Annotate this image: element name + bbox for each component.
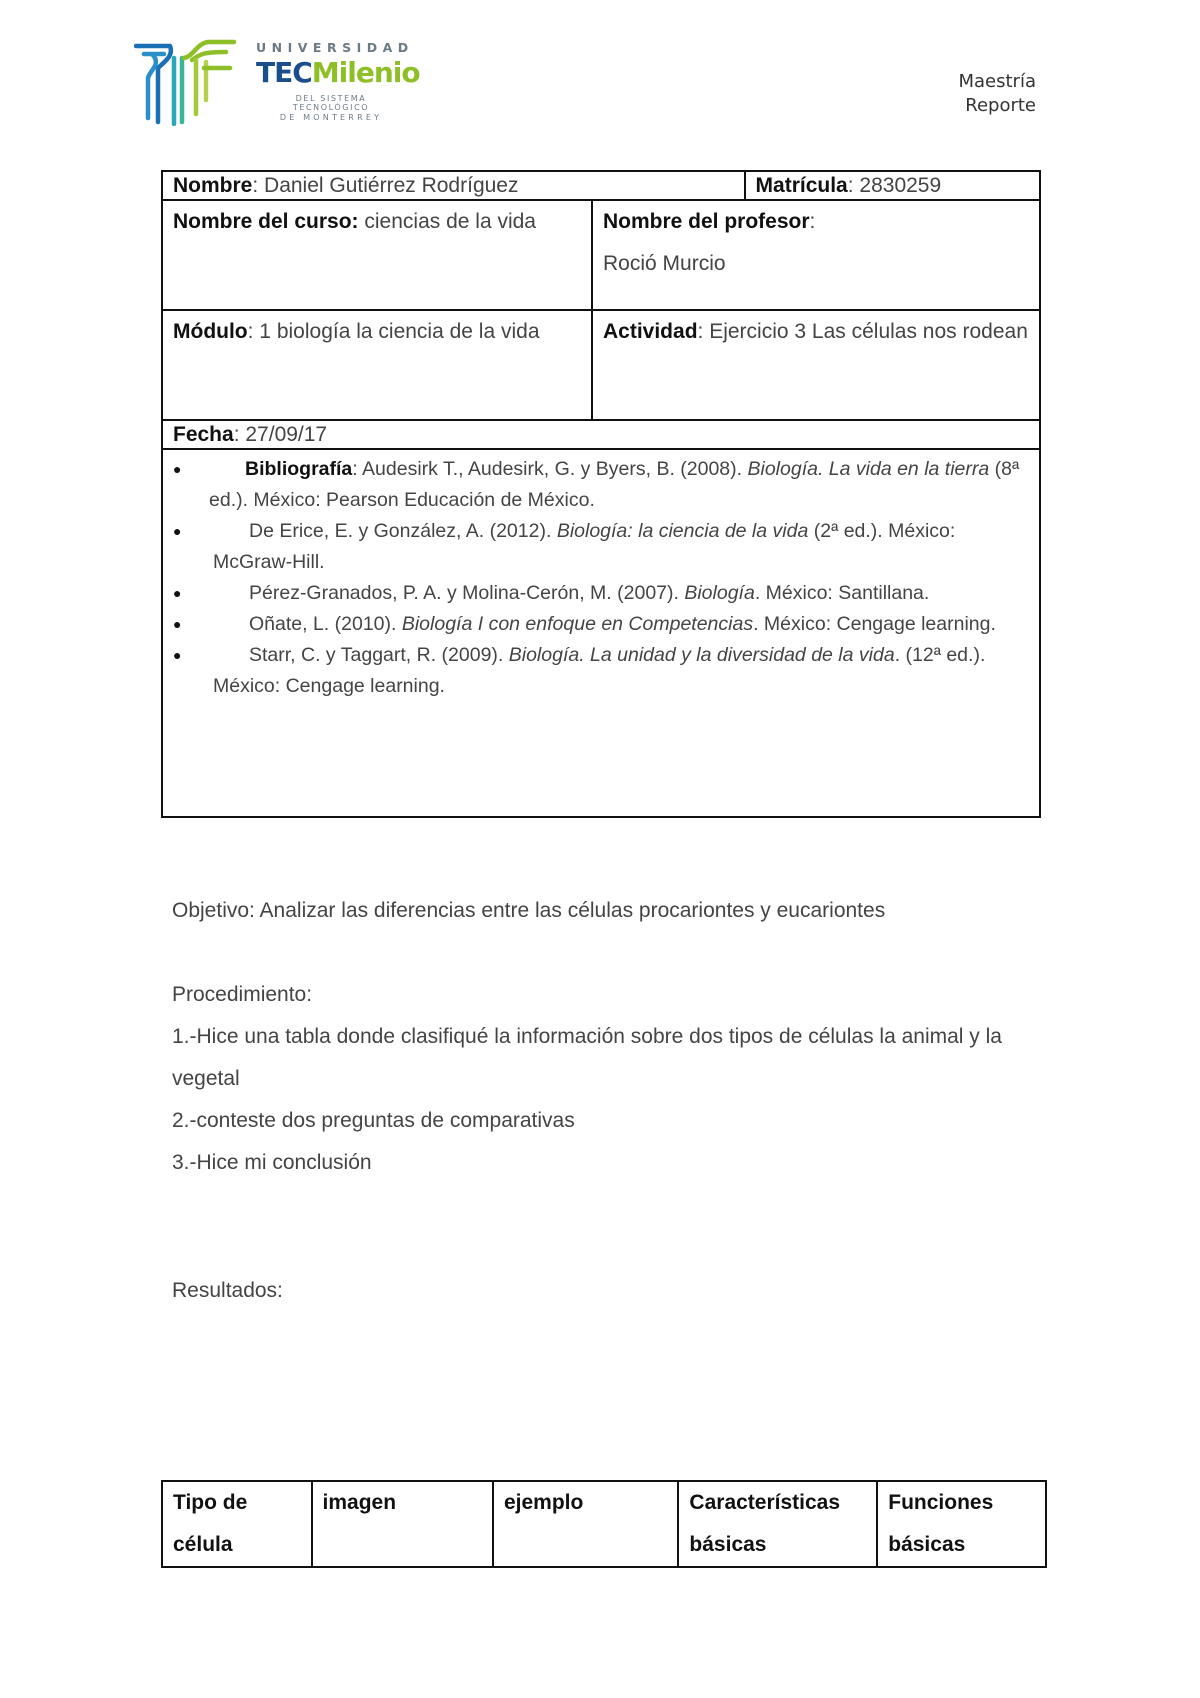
logo-brand [256,56,420,90]
objective-paragraph: Objetivo: Analizar las diferencias entre las células procariontes y eucariontes [172,899,886,922]
bib-3-text-a: Pérez-Granados, P. A. y Molina-Cerón, M. (2007). [249,582,685,604]
professor-colon: : [809,210,816,233]
bibliography-item [173,609,1029,640]
name-value: : Daniel Gutiérrez Rodríguez [252,174,519,197]
info-row-module [162,310,1040,420]
course-value: ciencias de la vida [358,210,536,233]
col-header-cell-type: Tipo de célula [162,1481,312,1567]
header-maestria: Maestría [958,71,1036,92]
procedure-section [172,974,1032,1184]
bullet-icon: ● [173,616,182,632]
header-reporte: Reporte [965,95,1036,116]
procedure-step-1: 1.-Hice una tabla donde clasifiqué la información sobre dos tipos de células la animal y la vegetal [172,1025,1002,1090]
course-label: Nombre del curso: [173,210,359,233]
bib-2-text-b: (2ª ed.). México: McGraw-Hill. [213,520,956,573]
logo-brand-milenio: Milenio [311,56,420,89]
bib-1-text-b: (8ª ed.). México: Pearson Educación de México. [209,458,1020,511]
activity-cell [592,310,1040,420]
bibliography-item [173,516,1029,578]
bib-2-text-a: De Erice, E. y González, A. (2012). [249,520,557,542]
cell-types-table [161,1480,1047,1568]
bib-3-text-b: . México: Santillana. [754,582,930,604]
col-header-characteristics: Características básicas [678,1481,877,1567]
bullet-icon: ● [173,585,182,601]
procedure-step-2: 2.-conteste dos preguntas de comparativas [172,1109,575,1132]
info-row-course [162,200,1040,310]
professor-label: Nombre del profesor [603,210,810,233]
info-row-date [162,420,1040,449]
matricula-label: Matrícula [755,174,848,197]
date-label: Fecha [173,423,234,446]
bibliography-item [173,640,1029,702]
bib-4-title: Biología I con enfoque en Competencias [401,613,754,635]
bib-1-text-a: : Audesirk T., Audesirk, G. y Byers, B. (2008). [352,458,748,480]
date-value: : 27/09/17 [233,423,328,446]
professor-cell [592,200,1040,310]
bibliography-label: Bibliografía [245,458,353,480]
results-heading: Resultados: [172,1279,283,1302]
bib-5-text-a: Starr, C. y Taggart, R. (2009). [249,644,509,666]
professor-value: Roció Murcio [603,252,726,275]
procedure-heading: Procedimiento: [172,983,313,1006]
col-header-functions: Funciones básicas [877,1481,1046,1567]
course-cell [162,200,592,310]
bib-2-title: Biología: la ciencia de la vida [556,520,809,542]
bib-5-text-b: . (12ª ed.). México: Cengage learning. [213,644,986,697]
bullet-icon: ● [173,523,182,539]
matricula-cell [745,171,1040,200]
university-logo [256,40,420,122]
name-label: Nombre [173,174,253,197]
bibliography-list [173,450,1029,702]
bibliography-item [173,578,1029,609]
bib-5-title: Biología. La unidad y la diversidad de la vida [508,644,895,666]
cell-table-header-row [162,1481,1046,1567]
module-cell [162,310,592,420]
bib-3-title: Biología [684,582,755,604]
student-info-table [161,170,1041,818]
col-header-image: imagen [312,1481,493,1567]
bib-4-text-a: Oñate, L. (2010). [249,613,402,635]
procedure-step-3: 3.-Hice mi conclusión [172,1151,372,1174]
name-cell [162,171,745,200]
module-value: : 1 biología la ciencia de la vida [247,320,540,343]
logo-brand-tec: TEC [256,56,312,89]
bibliography-cell [162,449,1040,817]
tecmilenio-logo-icon [134,38,244,126]
bib-4-text-b: . México: Cengage learning. [753,613,996,635]
info-row-bibliography [162,449,1040,817]
logo-subtitle-1: DEL SISTEMA TECNOLÓGICO [292,94,370,112]
activity-value: : Ejercicio 3 Las células nos rodean [697,320,1028,343]
header-document-type [958,70,1036,118]
bullet-icon: ● [173,461,182,477]
matricula-value: : 2830259 [847,174,942,197]
bib-1-title: Biología. La vida en la tierra [747,458,990,480]
bullet-icon: ● [173,647,182,663]
activity-label: Actividad [603,320,698,343]
logo-subtitle-2: DE MONTERREY [279,113,383,122]
date-cell [162,420,1040,449]
col-header-example: ejemplo [493,1481,678,1567]
bibliography-item [173,454,1029,516]
module-label: Módulo [173,320,248,343]
logo-university-text: UNIVERSIDAD [256,40,414,55]
info-row-name [162,171,1040,200]
